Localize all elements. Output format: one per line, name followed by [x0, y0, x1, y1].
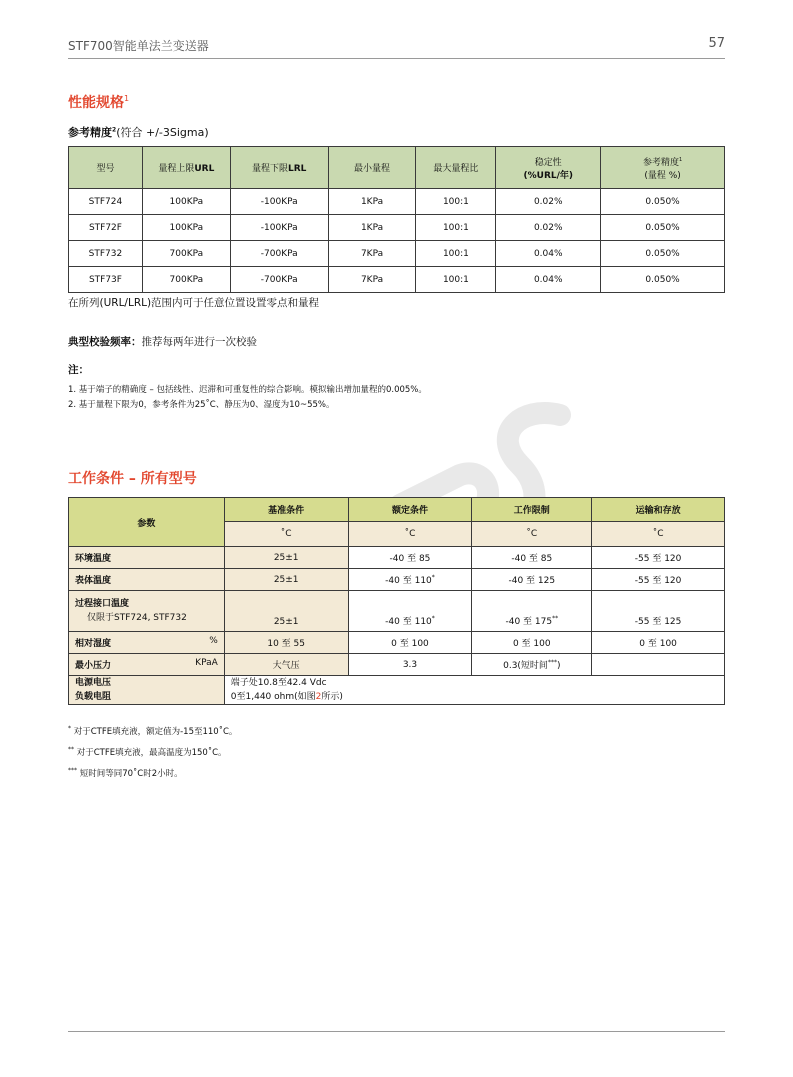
col-header-turndown: 最大量程比: [416, 147, 496, 189]
cell-lrl: -700KPa: [230, 267, 328, 293]
page-number: 57: [708, 36, 725, 51]
cell-transport: -55 至 125: [592, 591, 725, 632]
col-header-reference: 基准条件: [224, 498, 348, 522]
cell-accuracy: 0.050%: [601, 189, 725, 215]
cell-accuracy: 0.050%: [601, 267, 725, 293]
cell-transport: -55 至 120: [592, 569, 725, 591]
cell-rated: 3.3: [348, 654, 472, 676]
cell-accuracy: 0.050%: [601, 215, 725, 241]
footnote-item: * 对于CTFE填充液，额定值为-15至110˚C。: [68, 725, 238, 737]
cell-min-span: 7KPa: [328, 241, 416, 267]
cell-operative: 0.3(短时间***): [472, 654, 592, 676]
notes-list: [68, 383, 427, 413]
header-rule: [68, 58, 725, 59]
cell-stability: 0.02%: [496, 215, 601, 241]
range-note: 在所列(URL/LRL)范围内可于任意位置设置零点和量程: [68, 297, 320, 309]
notes-label: 注：: [68, 364, 89, 376]
cell-turndown: 100:1: [416, 241, 496, 267]
table-row: [69, 241, 725, 267]
col-header-stability: 稳定性 (%URL/年): [496, 147, 601, 189]
cell-reference: 25±1: [224, 569, 348, 591]
cell-reference: 25±1: [224, 591, 348, 632]
cell-rated: 0 至 100: [348, 632, 472, 654]
cell-stability: 0.04%: [496, 267, 601, 293]
footnotes: [68, 720, 237, 782]
col-header-accuracy: 参考精度$^1$ (量程 %): [601, 147, 725, 189]
col-header-operative: 工作限制: [472, 498, 592, 522]
section-title-performance: 性能规格$^1$: [68, 94, 130, 111]
cell-rated: -40 至 110*: [348, 591, 472, 632]
working-table-header: [69, 498, 725, 522]
cell-url: 100KPa: [142, 189, 230, 215]
cell-min-span: 1KPa: [328, 189, 416, 215]
cell-transport: 0 至 100: [592, 632, 725, 654]
cell-url: 700KPa: [142, 241, 230, 267]
cell-power-supply: 端子处10.8至42.4 Vdc 0至1,440 ohm(如图2所示): [224, 676, 724, 705]
cell-stability: 0.02%: [496, 189, 601, 215]
cell-operative: -40 至 85: [472, 547, 592, 569]
col-header-lrl: 量程下限LRL: [230, 147, 328, 189]
table-row: [69, 676, 725, 705]
table-row: [69, 547, 725, 569]
cell-turndown: 100:1: [416, 215, 496, 241]
table-row: [69, 654, 725, 676]
calibration-frequency: 典型校验频率：推荐每两年进行一次校验: [68, 336, 257, 348]
cell-operative: -40 至 175**: [472, 591, 592, 632]
col-header-transport: 运输和存放: [592, 498, 725, 522]
cell-url: 100KPa: [142, 215, 230, 241]
section-title-working-conditions: 工作条件 – 所有型号: [68, 471, 197, 487]
cell-reference: 大气压: [224, 654, 348, 676]
footnote-item: ** 对于CTFE填充液，最高温度为150˚C。: [68, 745, 227, 758]
col-header-url: 量程上限URL: [142, 147, 230, 189]
page-header-title: STF700智能单法兰变送器: [68, 39, 209, 53]
cell-accuracy: 0.050%: [601, 241, 725, 267]
cell-model: STF724: [69, 189, 143, 215]
cell-transport: -55 至 120: [592, 547, 725, 569]
cell-reference: 25±1: [224, 547, 348, 569]
unit-cell: ˚C: [224, 522, 348, 547]
cell-min-span: 1KPa: [328, 215, 416, 241]
cell-lrl: -700KPa: [230, 241, 328, 267]
footnote-item: *** 短时间等同70˚C时2小时。: [68, 766, 183, 779]
cell-model: STF73F: [69, 267, 143, 293]
unit-cell: ˚C: [348, 522, 472, 547]
cell-transport: [592, 654, 725, 676]
cell-model: STF732: [69, 241, 143, 267]
cell-stability: 0.04%: [496, 241, 601, 267]
cell-url: 700KPa: [142, 267, 230, 293]
cell-min-span: 7KPa: [328, 267, 416, 293]
table-row: [69, 215, 725, 241]
unit-cell: ˚C: [592, 522, 725, 547]
cell-rated: -40 至 85: [348, 547, 472, 569]
note-item: 2. 基于量程下限为0，参考条件为25˚C、静压为0、湿度为10~55%。: [68, 400, 335, 410]
col-header-model: 型号: [69, 147, 143, 189]
performance-table-header: [69, 147, 725, 189]
cell-lrl: -100KPa: [230, 215, 328, 241]
table-row: [69, 591, 725, 632]
working-conditions-table: [68, 497, 725, 705]
col-header-rated: 额定条件: [348, 498, 472, 522]
footer-rule: [68, 1031, 725, 1032]
cell-lrl: -100KPa: [230, 189, 328, 215]
cell-model: STF72F: [69, 215, 143, 241]
cell-operative: -40 至 125: [472, 569, 592, 591]
cell-turndown: 100:1: [416, 189, 496, 215]
table-row: [69, 189, 725, 215]
row-label-process-interface: 过程接口温度 仅限于STF724, STF732: [69, 591, 225, 632]
row-label-meter-body: 表体温度: [69, 569, 225, 591]
table-row: [69, 267, 725, 293]
unit-cell: ˚C: [472, 522, 592, 547]
row-label-min-pressure: 最小压力 KPaA: [69, 654, 225, 676]
table-row: [69, 569, 725, 591]
table-row: [69, 632, 725, 654]
row-label-ambient: 环境温度: [69, 547, 225, 569]
row-label-power: 电源电压 负载电阻: [69, 676, 225, 705]
cell-rated: -40 至 110*: [348, 569, 472, 591]
performance-table: [68, 146, 725, 293]
col-header-parameter: 参数: [69, 498, 225, 547]
cell-turndown: 100:1: [416, 267, 496, 293]
note-item: 1. 基于端子的精确度 – 包括线性、迟滞和可重复性的综合影响。模拟输出增加量程的0.005%。: [68, 385, 427, 395]
row-label-humidity: 相对湿度 %: [69, 632, 225, 654]
cell-reference: 10 至 55: [224, 632, 348, 654]
accuracy-subtitle: 参考精度$^2$(符合 +/-3Sigma): [68, 126, 209, 139]
cell-operative: 0 至 100: [472, 632, 592, 654]
col-header-min-span: 最小量程: [328, 147, 416, 189]
